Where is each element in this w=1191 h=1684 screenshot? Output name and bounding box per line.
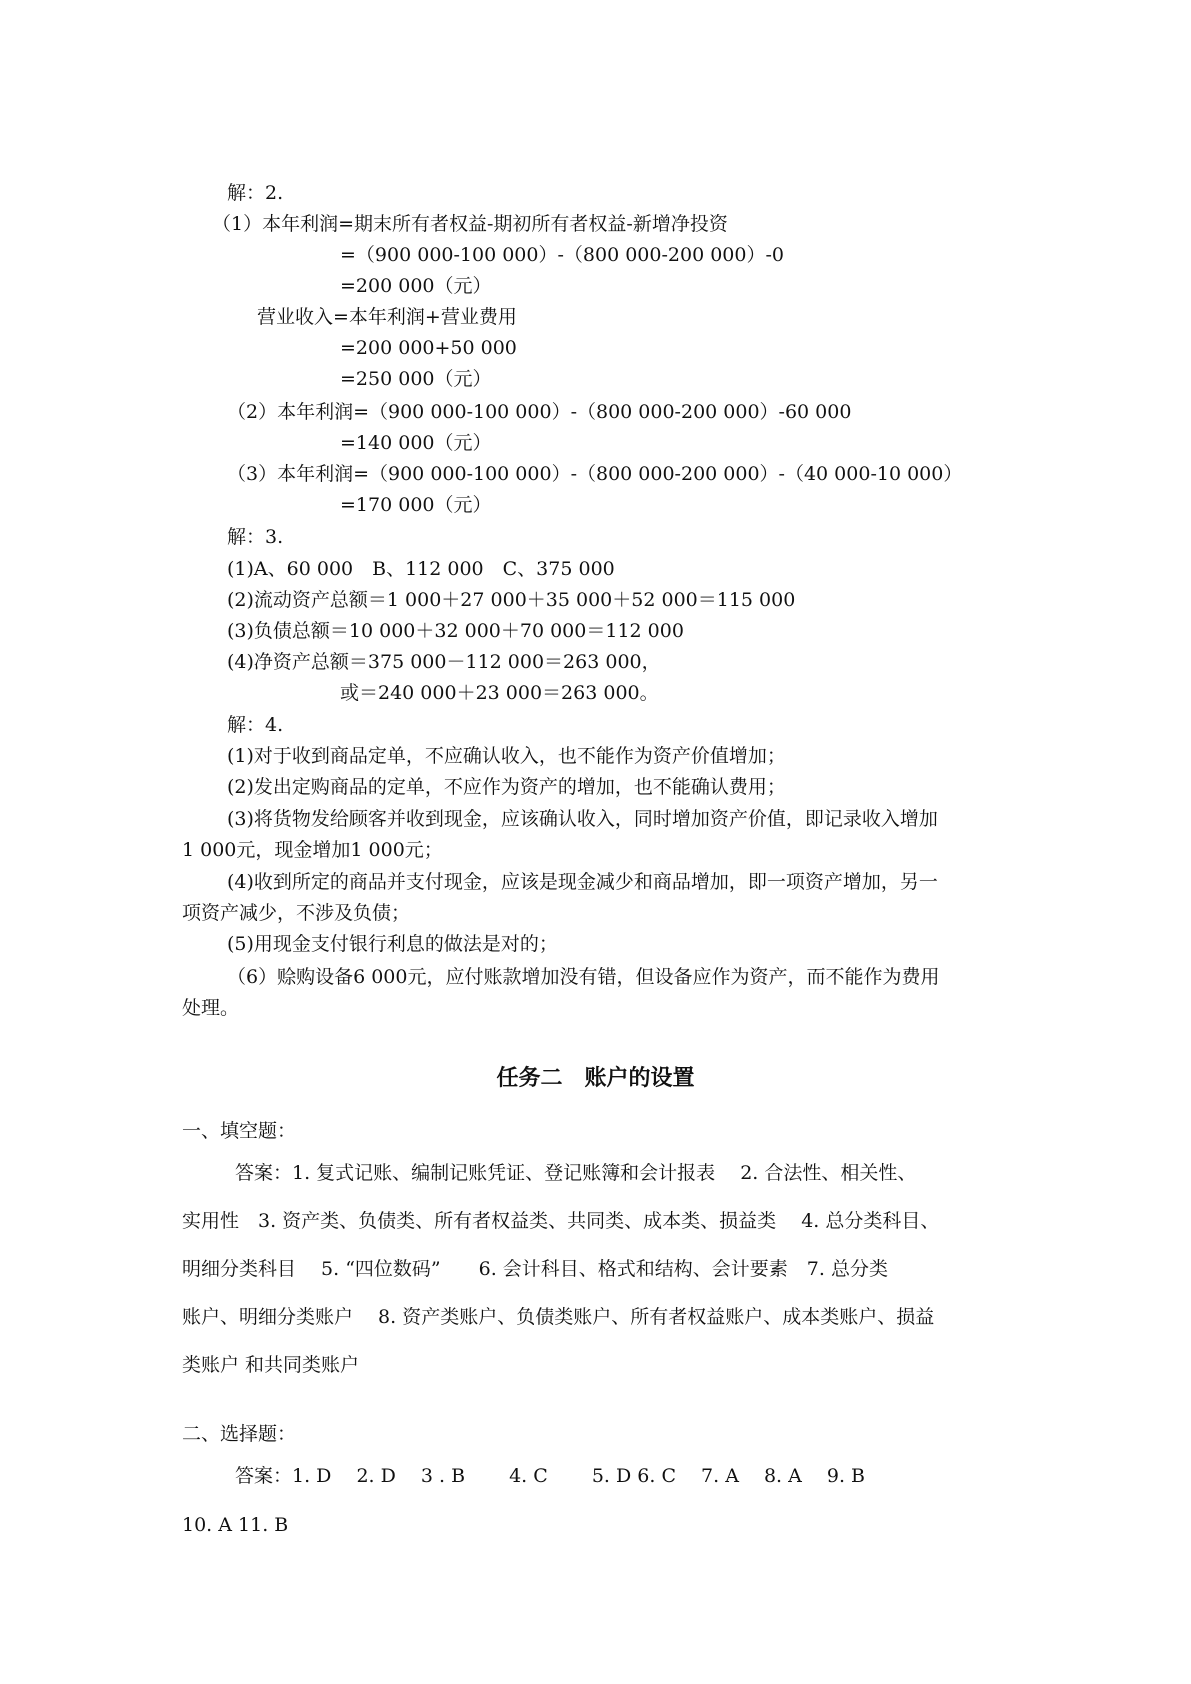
- solution-2-line-10: =170 000（元）: [340, 494, 492, 516]
- fill-blank-answer-line-1: 答案：1. 复式记账、编制记账凭证、登记账簿和会计报表 2. 合法性、相关性、: [235, 1162, 917, 1184]
- solution-3-line-3: (3)负债总额＝10 000＋32 000＋70 000＝112 000: [227, 620, 684, 642]
- solution-2-line-8: =140 000（元）: [340, 432, 492, 454]
- solution-2-header: 解：2.: [227, 182, 284, 204]
- choice-answer-line-1: 答案：1. D 2. D 3 . B 4. C 5. D 6. C 7. A 8. A 9. B: [235, 1465, 866, 1487]
- solution-4-line-4b: 项资产减少，不涉及负债；: [182, 902, 411, 924]
- solution-2-line-2: =（900 000-100 000）-（800 000-200 000）-0: [340, 244, 784, 266]
- fill-blank-answer-line-5: 类账户 和共同类账户: [182, 1354, 360, 1376]
- fill-blank-answer-line-3: 明细分类科目 5. “四位数码” 6. 会计科目、格式和结构、会计要素 7. 总分类: [182, 1258, 888, 1280]
- fill-blank-heading: 一、填空题：: [182, 1120, 297, 1142]
- choice-answer-line-2: 10. A 11. B: [182, 1514, 289, 1536]
- solution-4-line-6b: 处理。: [182, 997, 240, 1019]
- solution-3-line-5: 或＝240 000＋23 000＝263 000。: [340, 682, 659, 704]
- solution-4-line-4a: (4)收到所定的商品并支付现金，应该是现金减少和商品增加，即一项资产增加，另一: [227, 871, 938, 893]
- solution-2-line-3: =200 000（元）: [340, 275, 492, 297]
- solution-2-line-9: （3）本年利润=（900 000-100 000）-（800 000-200 000）-（40 000-10 000）: [227, 463, 963, 485]
- solution-2-line-1: （1）本年利润=期末所有者权益-期初所有者权益-新增净投资: [212, 213, 728, 235]
- solution-4-line-5: (5)用现金支付银行利息的做法是对的；: [227, 933, 558, 955]
- solution-4-line-1: (1)对于收到商品定单，不应确认收入，也不能作为资产价值增加；: [227, 745, 786, 767]
- solution-3-header: 解：3.: [227, 526, 284, 548]
- solution-3-line-1: (1)A、60 000 B、112 000 C、375 000: [227, 558, 615, 580]
- fill-blank-answer-line-4: 账户、明细分类账户 8. 资产类账户、负债类账户、所有者权益账户、成本类账户、损益: [182, 1306, 935, 1328]
- solution-4-line-3a: (3)将货物发给顾客并收到现金，应该确认收入，同时增加资产价值，即记录收入增加: [227, 808, 938, 830]
- solution-3-line-2: (2)流动资产总额＝1 000＋27 000＋35 000＋52 000＝115 000: [227, 589, 796, 611]
- solution-3-line-4: (4)净资产总额＝375 000－112 000＝263 000，: [227, 651, 661, 673]
- solution-4-line-3b: 1 000元，现金增加1 000元；: [182, 839, 443, 861]
- solution-2-line-6: =250 000（元）: [340, 368, 492, 390]
- solution-2-line-4: 营业收入=本年利润+营业费用: [257, 306, 517, 328]
- fill-blank-answer-line-2: 实用性 3. 资产类、负债类、所有者权益类、共同类、成本类、损益类 4. 总分类科目、: [182, 1210, 940, 1232]
- solution-2-line-5: =200 000+50 000: [340, 337, 517, 359]
- solution-4-line-2: (2)发出定购商品的定单，不应作为资产的增加，也不能确认费用；: [227, 776, 786, 798]
- section-title: 任务二 账户的设置: [496, 1066, 695, 1091]
- solution-4-header: 解：4.: [227, 714, 284, 736]
- choice-heading: 二、选择题：: [182, 1423, 297, 1445]
- solution-2-line-7: （2）本年利润=（900 000-100 000）-（800 000-200 000）-60 000: [227, 401, 852, 423]
- solution-4-line-6a: （6）赊购设备6 000元，应付账款增加没有错，但设备应作为资产，而不能作为费用: [227, 966, 940, 988]
